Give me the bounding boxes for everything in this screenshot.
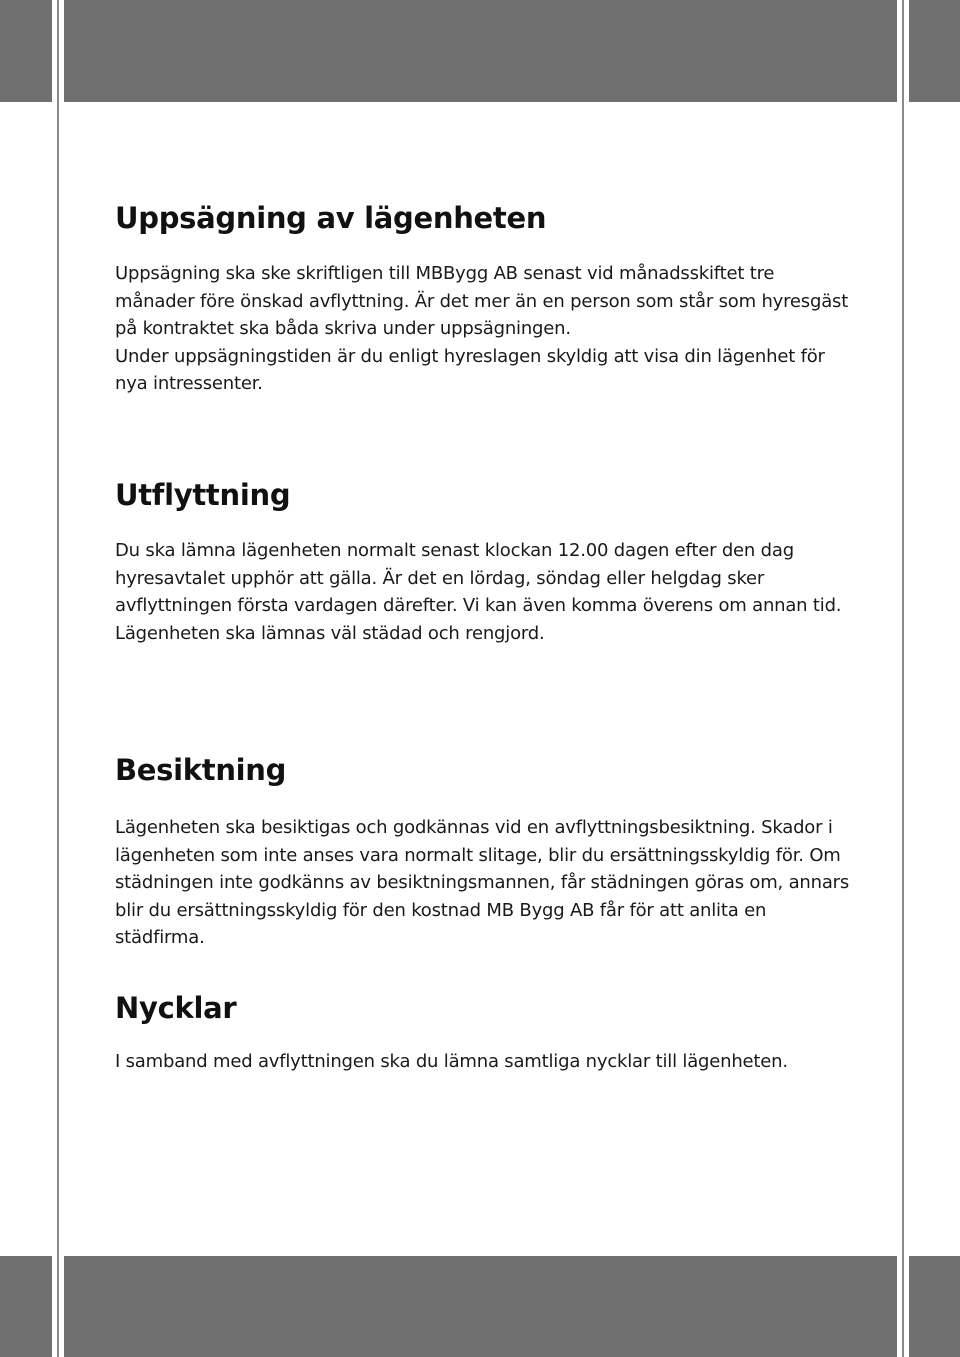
frame-line-left [57,0,59,1357]
section-nycklar [115,990,855,1076]
section-heading: Uppsägning av lägenheten [115,201,547,235]
frame-block-bottom-center [64,1256,897,1357]
frame-block-bottom-right [909,1256,960,1357]
section-paragraph: Lägenheten ska besiktigas och godkännas vid en avflyttningsbesiktning. Skador i lägenheten som inte anses vara normalt slitage, blir du ersättningsskyldig för. Om städningen inte godkänns av besiktningsmannen, får städningen göras om, annars blir du ersättningsskyldig för den kostnad MB Bygg AB får för att anlita en städfirma. [115,817,850,948]
section-paragraph: I samband med avflyttningen ska du lämna samtliga nycklar till lägenheten. [115,1051,788,1072]
section-paragraph: Lägenheten ska lämnas väl städad och rengjord. [115,622,545,644]
frame-block-top-right [909,0,960,102]
section-paragraph: Under uppsägningstiden är du enligt hyreslagen skyldig att visa din lägenhet för nya intressenter. [115,345,825,394]
frame-block-top-left [0,0,52,102]
section-besiktning [115,752,855,952]
section-uppsagning [115,200,855,398]
section-paragraph: Du ska lämna lägenheten normalt senast klockan 12.00 dagen efter den dag hyresavtalet upphör att gälla. Är det en lördag, söndag eller helgdag sker avflyttningen första vardagen därefter. Vi kan även komma överens om annan tid. [115,540,842,616]
section-heading: Utflyttning [115,478,291,512]
section-utflyttning [115,477,855,647]
frame-block-top-center [64,0,897,102]
section-paragraph: Uppsägning ska ske skriftligen till MBBygg AB senast vid månadsskiftet tre månader före önskad avflyttning. Är det mer än en person som står som hyresgäst på kontraktet ska båda skriva under uppsägningen. [115,263,849,339]
frame-line-right [902,0,904,1357]
frame-block-bottom-left [0,1256,52,1357]
section-heading: Nycklar [115,991,237,1025]
section-heading: Besiktning [115,753,287,787]
